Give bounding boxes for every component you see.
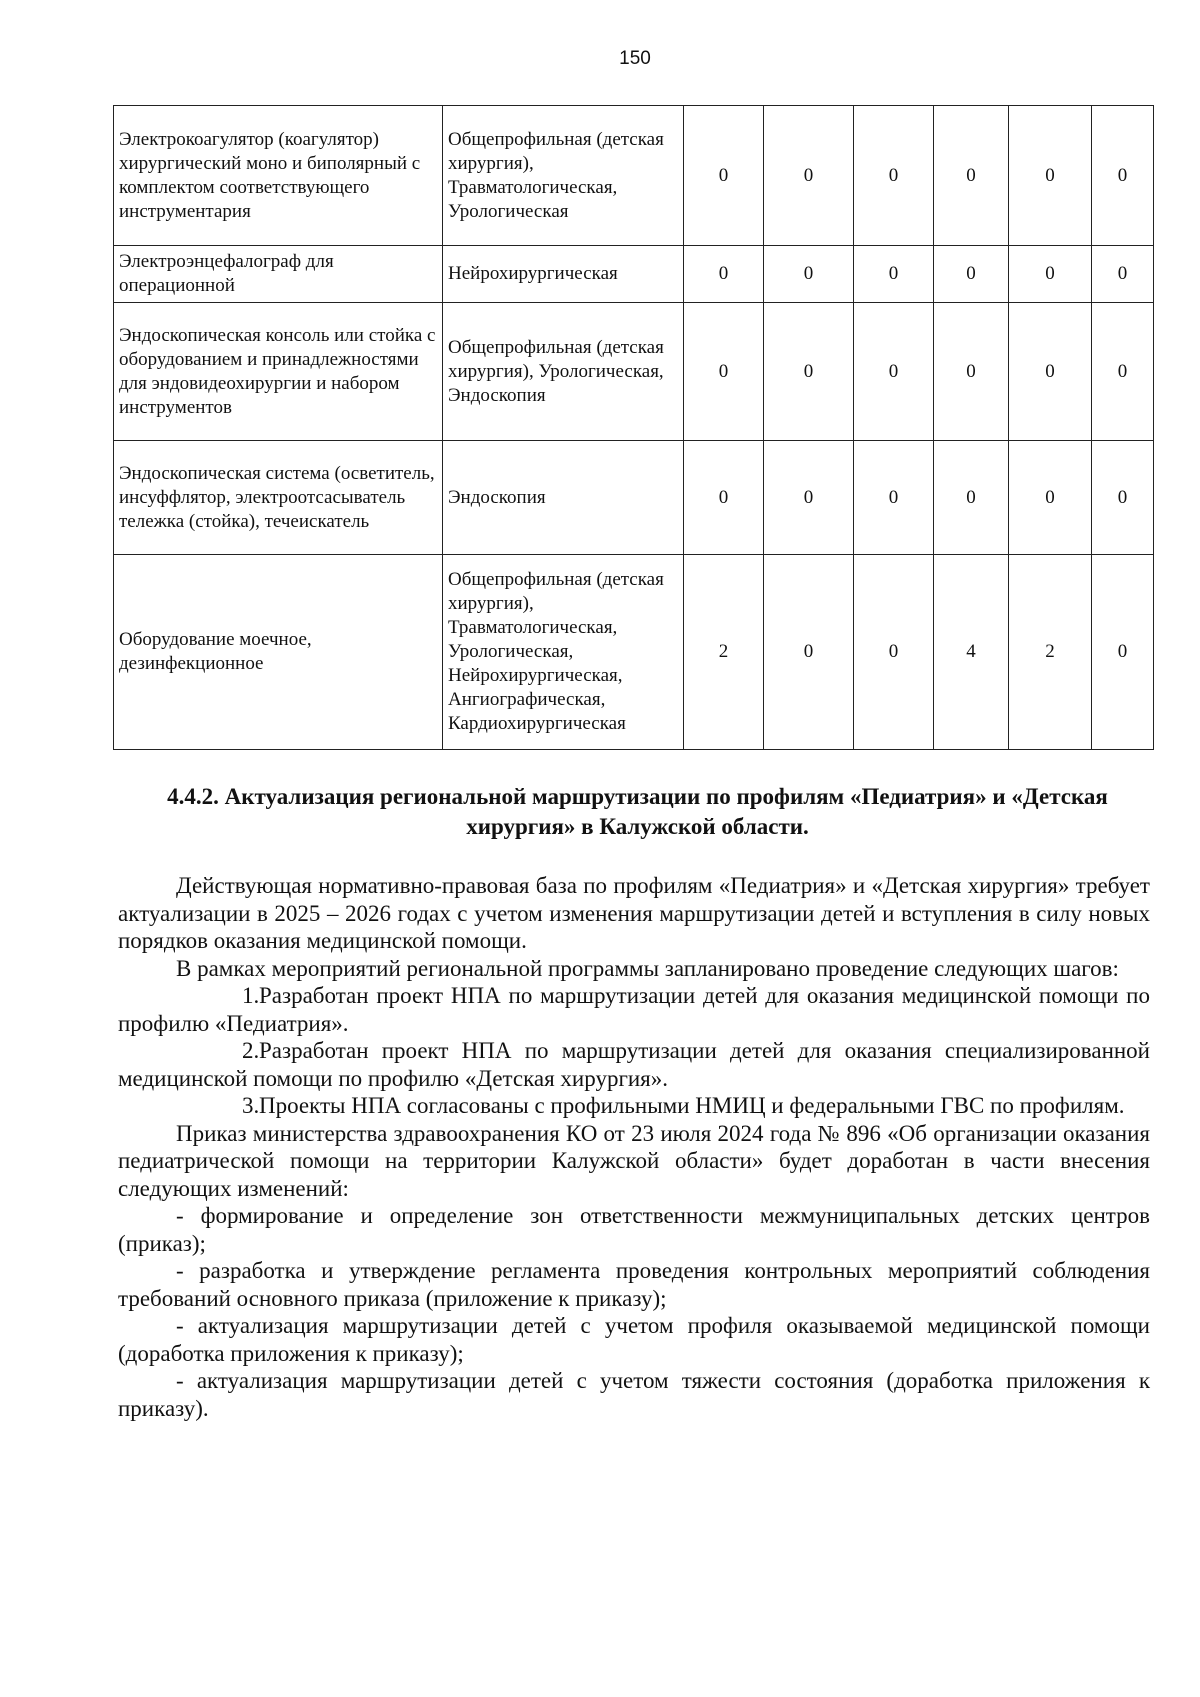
intro-paragraph: Действующая нормативно-правовая база по профилям «Педиатрия» и «Детская хирургия» требует актуализации в 2025 – 2026 годах с учетом изменения маршрутизации детей и вступления в силу новых порядков оказания медицинской помощи.	[118, 873, 1150, 953]
profile-cell: Нейрохирургическая	[443, 246, 684, 303]
value-cell: 0	[684, 246, 764, 303]
value-cell: 0	[1092, 303, 1154, 441]
equipment-cell: Электрокоагулятор (коагулятор) хирургический моно и биполярный с комплектом соответствующего инструментария	[114, 106, 443, 246]
value-cell: 0	[934, 246, 1009, 303]
value-cell: 0	[764, 555, 854, 750]
value-cell: 2	[1009, 555, 1092, 750]
profile-cell: Эндоскопия	[443, 441, 684, 555]
value-cell: 0	[1092, 106, 1154, 246]
table-row	[114, 303, 1154, 441]
value-cell: 0	[764, 441, 854, 555]
order-paragraph: Приказ министерства здравоохранения КО от 23 июля 2024 года № 896 «Об организации оказания педиатрической помощи на территории Калужской области» будет доработан в части внесения следующих изменений:	[118, 1120, 1150, 1201]
profile-cell: Общепрофильная (детская хирургия), Урологическая, Эндоскопия	[443, 303, 684, 441]
table-row	[114, 246, 1154, 303]
value-cell: 0	[854, 246, 934, 303]
section-body	[118, 872, 1150, 1422]
step-number: 1.	[242, 983, 260, 1008]
equipment-cell: Электроэнцефалограф для операционной	[114, 246, 443, 303]
profile-cell: Общепрофильная (детская хирургия), Травматологическая, Урологическая, Нейрохирургическая, Ангиографическая, Кардиохирургическая	[443, 555, 684, 750]
table-row	[114, 441, 1154, 555]
value-cell: 0	[764, 246, 854, 303]
value-cell: 0	[934, 441, 1009, 555]
step-number: 3.	[242, 1093, 260, 1118]
change-item: - актуализация маршрутизации детей с учетом тяжести состояния (доработка приложения к приказу).	[118, 1368, 1150, 1421]
value-cell: 0	[764, 106, 854, 246]
equipment-cell: Эндоскопическая консоль или стойка с оборудованием и принадлежностями для эндовидеохирургии и набором инструментов	[114, 303, 443, 441]
value-cell: 0	[1009, 441, 1092, 555]
value-cell: 2	[684, 555, 764, 750]
table-row	[114, 555, 1154, 750]
table-row	[114, 106, 1154, 246]
steps-intro-paragraph: В рамках мероприятий региональной программы запланировано проведение следующих шагов:	[176, 955, 1119, 981]
step-item	[118, 1092, 1150, 1120]
equipment-cell: Эндоскопическая система (осветитель, инсуффлятор, электроотсасыватель тележка (стойка), течеискатель	[114, 441, 443, 555]
value-cell: 0	[1009, 246, 1092, 303]
value-cell: 0	[684, 441, 764, 555]
value-cell: 4	[934, 555, 1009, 750]
value-cell: 0	[1092, 246, 1154, 303]
value-cell: 0	[854, 441, 934, 555]
value-cell: 0	[684, 106, 764, 246]
value-cell: 0	[1009, 303, 1092, 441]
page-number: 150	[619, 48, 651, 69]
change-item: - разработка и утверждение регламента проведения контрольных мероприятий соблюдения требований основного приказа (приложение к приказу);	[118, 1258, 1150, 1311]
change-item: - актуализация маршрутизации детей с учетом профиля оказываемой медицинской помощи (доработка приложения к приказу);	[118, 1313, 1150, 1366]
section-title: 4.4.2. Актуализация региональной маршрутизации по профилям «Педиатрия» и «Детская хирургия» в Калужской области.	[167, 784, 1108, 839]
profile-cell: Общепрофильная (детская хирургия), Травматологическая, Урологическая	[443, 106, 684, 246]
value-cell: 0	[764, 303, 854, 441]
value-cell: 0	[934, 303, 1009, 441]
value-cell: 0	[854, 106, 934, 246]
value-cell: 0	[1009, 106, 1092, 246]
equipment-table	[113, 105, 1154, 750]
value-cell: 0	[1092, 441, 1154, 555]
value-cell: 0	[854, 303, 934, 441]
step-text: Разработан проект НПА по маршрутизации детей для оказания медицинской помощи по профилю «Педиатрия».	[118, 983, 1150, 1036]
value-cell: 0	[934, 106, 1009, 246]
change-item: - формирование и определение зон ответственности межмуниципальных детских центров (приказ);	[118, 1203, 1150, 1256]
step-text: Проекты НПА согласованы с профильными НМИЦ и федеральными ГВС по профилям.	[259, 1093, 1125, 1118]
step-text: Разработан проект НПА по маршрутизации детей для оказания специализированной медицинской помощи по профилю «Детская хирургия».	[118, 1038, 1150, 1091]
value-cell: 0	[1092, 555, 1154, 750]
value-cell: 0	[854, 555, 934, 750]
step-number: 2.	[242, 1038, 260, 1063]
value-cell: 0	[684, 303, 764, 441]
equipment-cell: Оборудование моечное, дезинфекционное	[114, 555, 443, 750]
step-item	[118, 982, 1150, 1037]
step-item	[118, 1037, 1150, 1092]
